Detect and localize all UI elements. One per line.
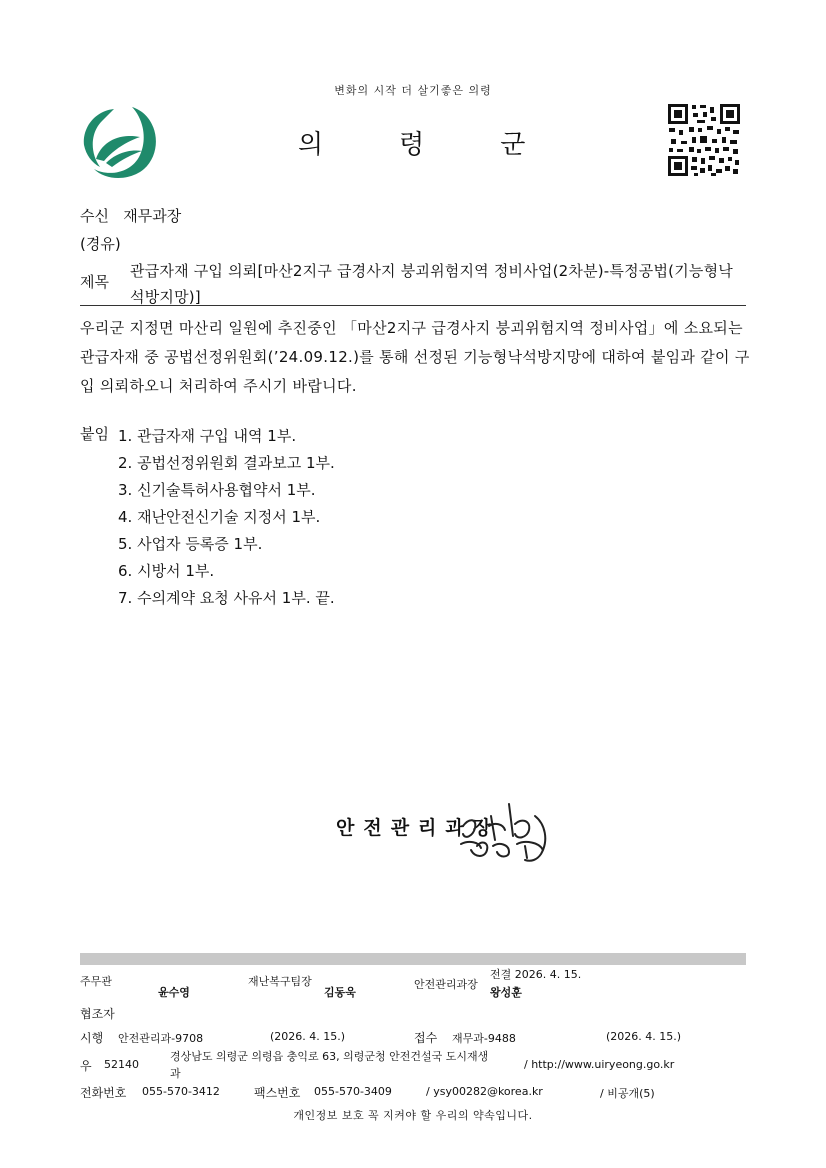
via-label: (경유): [80, 235, 121, 253]
recipient-label: 수신: [80, 207, 109, 225]
attachment-item: 4. 재난안전신기술 지정서 1부.: [118, 508, 321, 526]
subject-label: 제목: [80, 273, 109, 291]
drafter-name: 윤수영: [158, 986, 190, 999]
approver-name: 왕성훈: [490, 986, 522, 999]
cooperator-label: 협조자: [80, 1007, 115, 1021]
attachment-item: 6. 시방서 1부.: [118, 562, 215, 580]
drafter-role: 주무관: [80, 975, 112, 988]
attachment-item: 2. 공법선정위원회 결과보고 1부.: [118, 454, 335, 472]
enforce-label: 시행: [80, 1031, 104, 1045]
receipt-number: 재무과-9488: [452, 1032, 516, 1045]
attachment-item: 3. 신기술특허사용협약서 1부.: [118, 481, 316, 499]
postal-code: 52140: [104, 1058, 139, 1071]
attachment-list: [118, 423, 335, 612]
address-line-1: 경상남도 의령군 의령읍 충익로 63, 의령군청 안전건설국 도시재생: [170, 1050, 489, 1063]
phone-label: 전화번호: [80, 1086, 127, 1100]
body-paragraph: 우리군 지정면 마산리 일원에 추진중인 「마산2지구 급경사지 붕괴위험지역 정비사업」에 소요되는 관급자재 중 공법선정위원회(’24.09.12.)를 통해 선정된 기능형낙석방지망에 대하여 붙임과 같이 구입 의뢰하오니 처리하여 주시기 바랍니다.: [80, 319, 750, 395]
disclosure-status: / 비공개(5): [600, 1087, 655, 1100]
postal-label: 우: [80, 1059, 92, 1073]
approver-role: 안전관리과장: [414, 978, 478, 991]
receipt-date: (2026. 4. 15.): [606, 1030, 682, 1043]
subject-text: 관급자재 구입 의뢰[마산2지구 급경사지 붕괴위험지역 정비사업(2차분)-특정공법(기능형낙석방지망)]: [130, 262, 733, 306]
enforce-number: 안전관리과-9708: [118, 1032, 204, 1045]
email-address[interactable]: / ysy00282@korea.kr: [426, 1085, 543, 1098]
fax-label: 팩스번호: [254, 1086, 301, 1100]
org-title: 의령군: [298, 130, 602, 160]
website-link[interactable]: / http://www.uiryeong.go.kr: [524, 1058, 675, 1071]
issuer-title: 안전관리과장: [336, 817, 501, 839]
receipt-label: 접수: [414, 1031, 438, 1045]
reviewer-role: 재난복구팀장: [248, 975, 312, 988]
address-line-2: 과: [170, 1067, 181, 1080]
qr-code-icon: [667, 103, 741, 177]
privacy-notice: 개인정보 보호 꼭 지켜야 할 우리의 약속입니다.: [293, 1109, 533, 1122]
attachment-label: 붙임: [80, 425, 109, 443]
attachment-item: 5. 사업자 등록증 1부.: [118, 535, 263, 553]
footer-bar: [80, 953, 746, 965]
fax-number: 055-570-3409: [314, 1085, 392, 1098]
recipient-row: [80, 205, 181, 226]
phone-number: 055-570-3412: [142, 1085, 220, 1098]
header-divider: [80, 305, 746, 306]
approver-prefix: 전결 2026. 4. 15.: [490, 968, 582, 981]
enforce-date: (2026. 4. 15.): [270, 1030, 346, 1043]
uiryeong-county-leaf-logo: [80, 103, 160, 181]
recipient-value: 재무과장: [123, 207, 182, 225]
attachment-item: 1. 관급자재 구입 내역 1부.: [118, 427, 297, 445]
attachment-item: 7. 수의계약 요청 사유서 1부. 끝.: [118, 589, 335, 607]
slogan: 변화의 시작 더 살기좋은 의령: [334, 84, 492, 97]
handwritten-signature: [455, 796, 555, 866]
reviewer-name: 김동욱: [324, 986, 356, 999]
